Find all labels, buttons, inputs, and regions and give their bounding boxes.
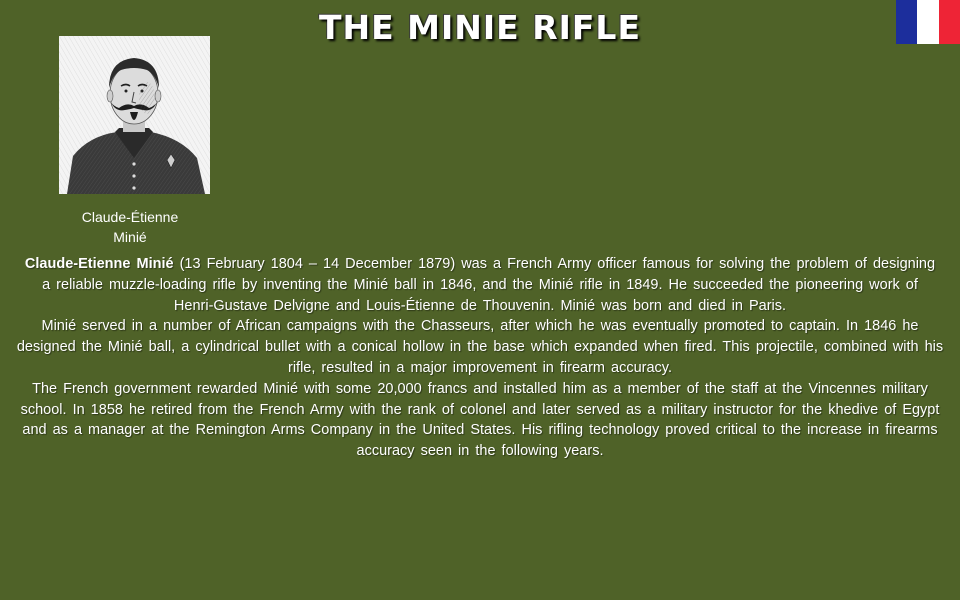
biography-paragraph-3: The French government rewarded Minié with some 20,000 francs and installed him as a member of the staff at the Vincennes military school. In 1858 he retired from the French Army with the rank of colonel and later served as a military instructor for the khedive of Egypt and as a manager at the Remington Arms Company in the United States. His rifling technology proved critical to the increase in firearms accuracy seen in the following years. <box>20 380 940 460</box>
portrait-engraving <box>59 36 210 194</box>
slide-title: THE MINIE RIFLE <box>318 8 641 47</box>
paragraph-text: (13 February 1804 – 14 December 1879) was a French Army officer famous for solving the problem of designing a reliable muzzle-loading rifle by inventing the Minié ball in 1846, and the Minié rifle in 1849. He succeeded the pioneering work of Henri-Gustave Delvigne and Louis-Étienne de Thouvenin. Minié was born and died in Paris. <box>42 256 936 314</box>
portrait-image <box>59 36 210 194</box>
subject-name: Claude-Etienne Minié <box>24 256 174 272</box>
caption-line: Minié <box>113 229 147 245</box>
biography-paragraph-2: Minié served in a number of African campaigns with the Chasseurs, after which he was eventually promoted to captain. In 1846 he designed the Minié ball, a cylindrical bullet with a conical hollow in the base which expanded when fired. This projectile, combined with his rifle, resulted in a major improvement in firearm accuracy. <box>16 318 944 376</box>
flag-stripe-red <box>939 0 960 44</box>
biography-text <box>10 254 950 462</box>
flag-stripe-white <box>917 0 938 44</box>
caption-line: Claude-Étienne <box>81 209 179 225</box>
french-flag-icon <box>896 0 960 44</box>
flag-stripe-blue <box>896 0 917 44</box>
biography-paragraph-1 <box>10 254 950 316</box>
portrait-caption <box>50 207 210 247</box>
